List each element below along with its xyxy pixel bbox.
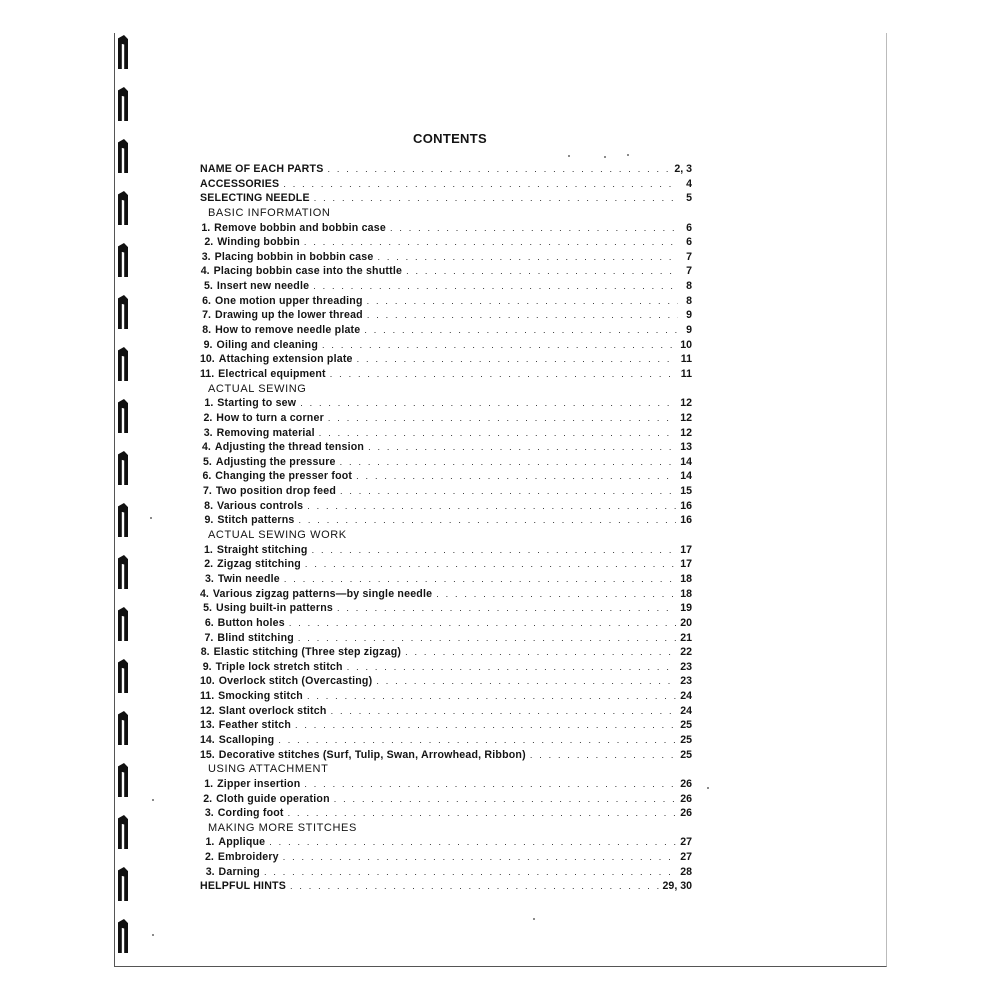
toc-page-number: 12 — [680, 397, 692, 410]
binding-ring — [118, 139, 128, 173]
toc-entry-label: Zipper insertion — [217, 777, 301, 790]
toc-entry-label: Feather stitch — [218, 719, 291, 732]
toc-entry-number: 8. — [202, 324, 212, 337]
binding-ring — [118, 919, 128, 953]
binding-ring — [118, 815, 128, 849]
toc-page-number: 8 — [686, 280, 692, 293]
toc-entry-number: 9. — [204, 514, 214, 527]
dot-leader — [390, 221, 678, 236]
toc-entry-number: 5. — [203, 602, 212, 615]
toc-entry-number: 10. — [200, 675, 215, 688]
toc-entry — [200, 557, 692, 572]
toc-page-number: 11 — [680, 367, 692, 380]
dot-leader — [322, 338, 676, 353]
toc-entry-label: ACTUAL SEWING WORK — [208, 529, 347, 542]
toc-page-number: 22 — [680, 646, 692, 659]
binding-ring — [118, 347, 128, 381]
toc-page-number: 7 — [686, 265, 692, 278]
toc-page-number: 6 — [686, 236, 692, 249]
dot-leader — [295, 718, 676, 733]
dot-leader — [304, 235, 678, 250]
toc-entry-number: 6. — [202, 470, 212, 483]
toc-page-number: 27 — [680, 836, 692, 849]
toc-entry-number: 12. — [200, 704, 215, 717]
toc-entry-number: 1. — [204, 777, 214, 790]
toc-entry-label: Two position drop feed — [215, 485, 336, 498]
dot-leader — [289, 616, 676, 631]
dot-leader — [530, 748, 676, 763]
toc-entry — [200, 499, 692, 514]
dot-leader — [367, 294, 678, 309]
toc-entry-label: Cording foot — [217, 807, 284, 820]
toc-entry — [200, 177, 692, 192]
toc-entry — [200, 323, 692, 338]
toc-entry-number: 7. — [202, 309, 211, 322]
toc-page-number: 17 — [680, 558, 692, 571]
toc-entry-label: Overlock stitch (Overcasting) — [218, 675, 373, 688]
toc-page-number: 24 — [680, 690, 692, 703]
binding-ring — [118, 191, 128, 225]
toc-entry — [200, 469, 692, 484]
dot-leader — [334, 792, 676, 807]
binding-ring — [118, 607, 128, 641]
toc-page-number: 25 — [680, 719, 692, 732]
dot-leader — [290, 879, 659, 894]
binding-ring — [118, 399, 128, 433]
toc-entry-label: Darning — [218, 865, 260, 878]
dot-leader — [406, 264, 678, 279]
toc-page-number: 16 — [680, 499, 692, 512]
toc-entry-label: Zigzag stitching — [217, 558, 301, 571]
scan-speck — [150, 517, 152, 519]
dot-leader — [347, 660, 677, 675]
dot-leader — [364, 323, 678, 338]
toc-entry-label: ACCESSORIES — [200, 177, 280, 190]
toc-page-number: 28 — [680, 865, 692, 878]
toc-entry-number: 1. — [204, 543, 213, 556]
toc-page-number: 14 — [680, 455, 692, 468]
toc-entry-label: USING ATTACHMENT — [208, 763, 329, 776]
binding-ring — [118, 35, 128, 69]
toc-entry-number: 2. — [204, 558, 214, 571]
toc-entry-label: Elastic stitching (Three step zigzag) — [213, 646, 402, 659]
toc-entry — [200, 221, 692, 236]
toc-page-number: 13 — [680, 441, 692, 454]
dot-leader — [436, 587, 676, 602]
toc-entry — [200, 587, 692, 602]
toc-page-number: 25 — [680, 748, 692, 761]
dot-leader — [300, 396, 676, 411]
toc-entry-label: Changing the presser foot — [215, 470, 353, 483]
toc-entry-label: Using built-in patterns — [215, 602, 333, 615]
toc-entry-label: Applique — [218, 836, 266, 849]
toc-entry — [200, 264, 692, 279]
toc-entry — [200, 279, 692, 294]
toc-page-number: 27 — [680, 851, 692, 864]
toc-page-number: 12 — [680, 426, 692, 439]
toc-entry-number: 14. — [200, 733, 215, 746]
toc-entry — [200, 777, 692, 792]
toc-entry — [200, 338, 692, 353]
toc-entry — [200, 294, 692, 309]
toc-entry-label: Stitch patterns — [217, 514, 295, 527]
toc-entry-label: Removing material — [216, 426, 315, 439]
toc-entry-number: 8. — [200, 646, 210, 659]
toc-entry — [200, 484, 692, 499]
toc-entry-number: 3. — [205, 865, 215, 878]
toc-entry-label: Insert new needle — [216, 280, 310, 293]
toc-section-heading — [200, 762, 692, 777]
toc-page-number: 5 — [686, 192, 692, 205]
toc-entry — [200, 440, 692, 455]
toc-page-number: 20 — [680, 616, 692, 629]
toc-entry — [200, 411, 692, 426]
dot-leader — [376, 674, 676, 689]
toc-entry — [200, 396, 692, 411]
binding-ring — [118, 763, 128, 797]
toc-entry-label: How to turn a corner — [216, 411, 324, 424]
dot-leader — [299, 513, 677, 528]
toc-entry — [200, 162, 692, 177]
binding-ring — [118, 503, 128, 537]
toc-page-number: 6 — [686, 221, 692, 234]
binding-ring — [118, 451, 128, 485]
toc-page-number: 19 — [680, 602, 692, 615]
toc-section-heading — [200, 821, 692, 836]
dot-leader — [278, 733, 676, 748]
dot-leader — [313, 279, 678, 294]
toc-entry — [200, 572, 692, 587]
toc-entry-label: Various controls — [217, 499, 304, 512]
binding-ring — [118, 711, 128, 745]
toc-entry — [200, 733, 692, 748]
toc-entry-number: 8. — [204, 499, 214, 512]
dot-leader — [269, 835, 676, 850]
toc-page-number: 24 — [680, 704, 692, 717]
toc-page-number: 26 — [680, 807, 692, 820]
dot-leader — [367, 308, 678, 323]
dot-leader — [327, 162, 670, 177]
dot-leader — [283, 850, 676, 865]
toc-page-number: 9 — [686, 309, 692, 322]
dot-leader — [377, 250, 678, 265]
toc-section-heading — [200, 206, 692, 221]
dot-leader — [264, 865, 676, 880]
toc-entry-label: ACTUAL SEWING — [208, 382, 307, 395]
toc-entry-number: 3. — [205, 572, 214, 585]
toc-page-number: 7 — [686, 250, 692, 263]
dot-leader — [307, 499, 676, 514]
dot-leader — [337, 601, 676, 616]
toc-entry — [200, 235, 692, 250]
binding-ring — [118, 87, 128, 121]
dot-leader — [340, 484, 676, 499]
dot-leader — [288, 806, 677, 821]
toc-page-number: 21 — [680, 631, 692, 644]
scan-speck — [627, 154, 629, 156]
toc-entry-number: 5. — [203, 455, 212, 468]
dot-leader — [330, 367, 677, 382]
toc-entry — [200, 835, 692, 850]
toc-entry — [200, 250, 692, 265]
toc-entry-label: Twin needle — [217, 572, 280, 585]
toc-entry-number: 2. — [203, 411, 213, 424]
toc-entry-label: Placing bobbin case into the shuttle — [213, 265, 403, 278]
toc-entry — [200, 850, 692, 865]
toc-page-number: 26 — [680, 777, 692, 790]
dot-leader — [340, 455, 677, 470]
dot-leader — [304, 777, 676, 792]
toc-entry-label: Smocking stitch — [218, 690, 303, 703]
toc-page-number: 14 — [680, 470, 692, 483]
toc-entry-label: NAME OF EACH PARTS — [200, 163, 324, 175]
toc-entry-number: 11. — [200, 367, 215, 380]
dot-leader — [356, 469, 676, 484]
toc-entry-number: 7. — [203, 485, 212, 498]
binding-ring — [118, 555, 128, 589]
scan-speck — [533, 918, 535, 920]
toc-entry-label: Triple lock stretch stitch — [215, 660, 343, 673]
table-of-contents — [200, 162, 692, 894]
toc-entry-number: 13. — [200, 719, 215, 732]
dot-leader — [328, 411, 676, 426]
toc-page-number: 26 — [680, 792, 692, 805]
toc-entry-label: Various zigzag patterns—by single needle — [212, 587, 433, 600]
toc-entry-label: SELECTING NEEDLE — [200, 192, 310, 205]
toc-entry-number: 1. — [201, 221, 211, 234]
toc-entry-label: Winding bobbin — [217, 236, 300, 249]
scan-speck — [152, 799, 154, 801]
toc-entry-number: 1. — [204, 397, 214, 410]
toc-entry-number: 6. — [202, 294, 211, 307]
toc-entry-number: 5. — [204, 280, 213, 293]
toc-entry-number: 9. — [203, 338, 213, 351]
dot-leader — [405, 645, 676, 660]
toc-entry-number: 3. — [201, 250, 211, 263]
dot-leader — [368, 440, 676, 455]
toc-entry — [200, 191, 692, 206]
toc-page-number: 25 — [680, 733, 692, 746]
spiral-binding — [118, 35, 138, 965]
toc-entry-label: Slant overlock stitch — [218, 704, 327, 717]
toc-entry-label: Starting to sew — [217, 397, 297, 410]
toc-page-number: 2, 3 — [674, 163, 692, 175]
toc-page-number: 18 — [680, 572, 692, 585]
toc-entry-number: 9. — [202, 660, 212, 673]
toc-entry-label: HELPFUL HINTS — [200, 880, 286, 893]
toc-section-heading — [200, 382, 692, 397]
toc-entry-label: Blind stitching — [217, 631, 294, 644]
dot-leader — [331, 704, 677, 719]
toc-entry — [200, 660, 692, 675]
toc-entry-number: 3. — [203, 426, 213, 439]
toc-entry-label: Cloth guide operation — [216, 792, 330, 805]
toc-page-number: 10 — [680, 338, 692, 351]
toc-entry — [200, 865, 692, 880]
dot-leader — [319, 426, 676, 441]
dot-leader — [314, 191, 678, 206]
toc-entry-label: Button holes — [217, 616, 285, 629]
toc-section-heading — [200, 528, 692, 543]
scan-speck — [707, 787, 709, 789]
toc-entry-number: 6. — [204, 616, 214, 629]
dot-leader — [307, 689, 676, 704]
toc-page-number: 17 — [680, 543, 692, 556]
scan-speck — [568, 155, 570, 157]
toc-entry — [200, 455, 692, 470]
toc-entry — [200, 748, 692, 763]
toc-entry-label: Decorative stitches (Surf, Tulip, Swan, Arrowhead, Ribbon) — [218, 748, 526, 761]
toc-entry — [200, 631, 692, 646]
toc-entry — [200, 543, 692, 558]
page-title: CONTENTS — [413, 131, 487, 146]
toc-entry — [200, 601, 692, 616]
toc-entry-label: Oiling and cleaning — [216, 338, 319, 351]
toc-entry-label: BASIC INFORMATION — [208, 206, 331, 219]
toc-page-number: 15 — [680, 485, 692, 498]
toc-page-number: 11 — [680, 353, 692, 366]
toc-entry — [200, 806, 692, 821]
toc-entry-number: 1. — [205, 836, 215, 849]
toc-entry-label: Remove bobbin and bobbin case — [214, 221, 386, 234]
toc-entry-number: 2. — [205, 851, 214, 864]
dot-leader — [284, 572, 676, 587]
toc-page-number: 12 — [680, 411, 692, 424]
toc-entry — [200, 513, 692, 528]
toc-entry-label: Straight stitching — [216, 543, 308, 556]
toc-entry-number: 2. — [204, 236, 214, 249]
toc-entry-label: Embroidery — [217, 851, 279, 864]
toc-entry — [200, 352, 692, 367]
scan-speck — [152, 934, 154, 936]
scan-speck — [604, 156, 606, 158]
dot-leader — [298, 631, 676, 646]
toc-entry — [200, 674, 692, 689]
toc-entry-label: How to remove needle plate — [215, 324, 361, 337]
toc-entry-label: Electrical equipment — [218, 367, 326, 380]
toc-entry — [200, 718, 692, 733]
toc-page-number: 29, 30 — [662, 880, 692, 893]
toc-entry-number: 7. — [204, 631, 214, 644]
toc-page-number: 9 — [686, 324, 692, 337]
binding-ring — [118, 659, 128, 693]
toc-entry — [200, 367, 692, 382]
toc-entry — [200, 645, 692, 660]
toc-page-number: 23 — [680, 660, 692, 673]
toc-entry-label: MAKING MORE STITCHES — [208, 821, 357, 834]
toc-entry-label: Placing bobbin in bobbin case — [214, 250, 374, 263]
binding-ring — [118, 295, 128, 329]
toc-page-number: 8 — [686, 294, 692, 307]
toc-entry-number: 4. — [200, 265, 210, 278]
toc-entry-number: 11. — [200, 690, 215, 703]
dot-leader — [283, 177, 678, 192]
dot-leader — [305, 557, 676, 572]
toc-entry-number: 3. — [204, 807, 214, 820]
toc-entry — [200, 879, 692, 894]
toc-entry-number: 2. — [203, 792, 213, 805]
toc-entry — [200, 308, 692, 323]
toc-entry — [200, 616, 692, 631]
toc-entry-label: One motion upper threading — [214, 294, 363, 307]
dot-leader — [357, 352, 677, 367]
toc-entry-label: Scalloping — [218, 733, 275, 746]
toc-page-number: 16 — [680, 514, 692, 527]
binding-ring — [118, 243, 128, 277]
toc-page-number: 4 — [686, 177, 692, 190]
toc-entry-label: Drawing up the lower thread — [214, 309, 363, 322]
toc-entry-label: Attaching extension plate — [218, 353, 353, 366]
toc-entry-number: 4. — [202, 441, 211, 454]
toc-entry — [200, 426, 692, 441]
toc-entry-number: 4. — [200, 587, 209, 600]
toc-entry — [200, 704, 692, 719]
toc-entry-label: Adjusting the pressure — [215, 455, 336, 468]
toc-entry-label: Adjusting the thread tension — [214, 441, 365, 454]
dot-leader — [312, 543, 677, 558]
toc-entry-number: 10. — [200, 353, 215, 366]
toc-page-number: 23 — [680, 675, 692, 688]
toc-entry — [200, 792, 692, 807]
toc-entry — [200, 689, 692, 704]
binding-ring — [118, 867, 128, 901]
toc-entry-number: 15. — [200, 748, 215, 761]
toc-page-number: 18 — [680, 587, 692, 600]
